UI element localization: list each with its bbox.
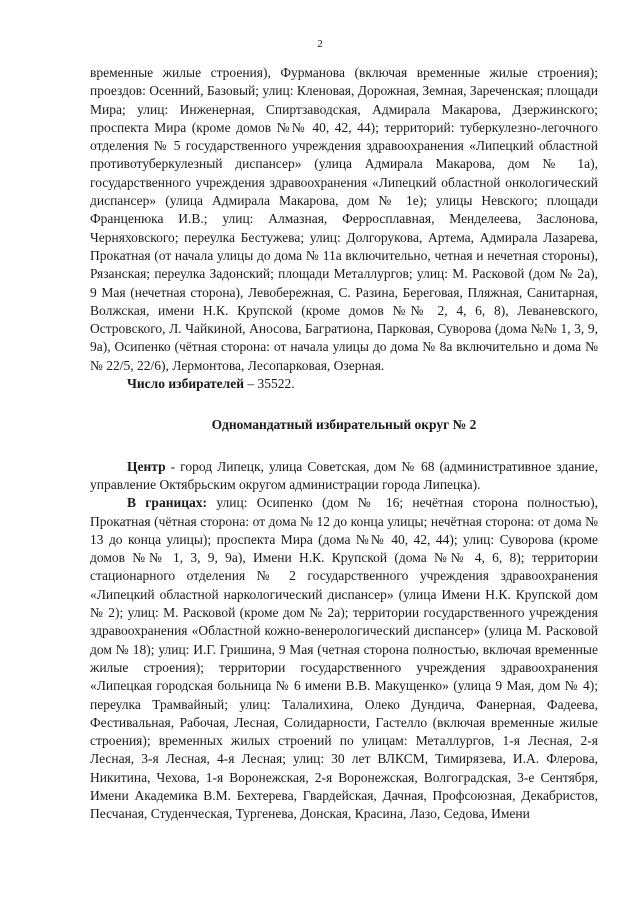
district2-center [90, 458, 598, 495]
district2-heading: Одномандатный избирательный округ № 2 [211, 417, 477, 433]
document-body [90, 64, 598, 824]
bounds-text: улиц: Осипенко (дом № 16; нечётная сторона полностью), Прокатная (чётная сторона: от дома № 12 до конца улицы; нечётная сторона: от дома № 13 до конца улицы); проспекта Мира (дома №№ 40, 42, 44); улиц: Суворова (кроме домов №№ 1, 3, 9, 9а), Имени Н.К. Крупской (дома №№ 4, 6, 8); территории стационарного отделения № 2 государственного учреждения здравоохранения «Липецкий областной наркологический диспансер» (улица Имени Н.К. Крупской дом № 2); улиц: М. Расковой (кроме дом № 2а); территории государственного учреждения здравоохранения «Областной кожно-венерологический диспансер» (улица М. Расковой дом № 18); улиц: И.Г. Гришина, 9 Мая (четная сторона полностью, включая временные жилые строения); территории государственного учреждения здравоохранения «Липецкая городская больница № 6 имени В.В. Макущенко» (улица 9 Мая, дом № 4); переулка Трамвайный; улиц: Талалихина, Олеко Дундича, Фанерная, Фадеева, Фестивальная, Рабочая, Лесная, Солидарности, Гастелло (включая временные жилые строения); временных жилых строений по улицам: Металлургов, 1-я Лесная, 2-я Лесная, 3-я Лесная, 4-я Лесная; улиц: 30 лет ВЛКСМ, Тимирязева, И.А. Флерова, Никитина, Чехова, 1-я Воронежская, 2-я Воронежская, Волгоградская, 3-е Сентября, Имени Академика В.М. Бехтерева, Гвардейская, Дачная, Профсоюзная, Декабристов, Песчаная, Студенческая, Тургенева, Донская, Красина, Лазо, Седова, Имени [90, 495, 598, 822]
voters-label: Число избирателей [127, 376, 244, 392]
voters-value: – 35522. [244, 376, 295, 392]
page-number: 2 [317, 38, 323, 50]
center-label: Центр [127, 458, 166, 474]
bounds-label: В границах: [127, 495, 208, 511]
district1-boundaries-text: временные жилые строения), Фурманова (включая временные жилые строения); проездов: Осенний, Базовый; улиц: Кленовая, Дорожная, Земная, Зареченская; площади Мира; улиц: Инженерная, Спиртзаводская, Адмирала Макарова, Дзержинского; проспекта Мира (кроме домов №№ 40, 42, 44); территорий: туберкулезно-легочного отделения № 5 государственного учреждения здравоохранения «Липецкий областной противотуберкулезный диспансер» (улица Адмирала Макарова, дом № 1а), государственного учреждения здравоохранения «Липецкий областной онкологический диспансер» (улица Адмирала Макарова, дом № 1е); улицы Невского; площади Франценюка И.В.; улиц: Алмазная, Ферросплавная, Менделеева, Заслонова, Черняховского; переулка Бестужева; улиц: Долгорукова, Артема, Адмирала Лазарева, Прокатная (от начала улицы до дома № 11а включительно, четная и нечетная стороны), Рязанская; переулка Задонский; площади Металлургов; улиц: М. Расковой (дом № 2а), 9 Мая (нечетная сторона), Левобережная, С. Разина, Береговая, Пляжная, Санитарная, Волжская, имени Н.К. Крупской (кроме домов №№ 2, 4, 6, 8), Леваневского, Островского, Л. Чайкиной, Аносова, Багратиона, Парковая, Суворова (дома №№ 1, 3, 9, 9а), Осипенко (чётная сторона: от начала улицы до дома № 8а включительно и дома №№ 22/5, 22/6), Лермонтова, Лесопарковая, Озерная. [90, 65, 598, 373]
center-text: - город Липецк, улица Советская, дом № 68 (административное здание, управление Октябрьским округом администрации города Липецка). [90, 458, 598, 492]
district2-boundaries [90, 494, 598, 823]
district1-voters [90, 375, 598, 393]
